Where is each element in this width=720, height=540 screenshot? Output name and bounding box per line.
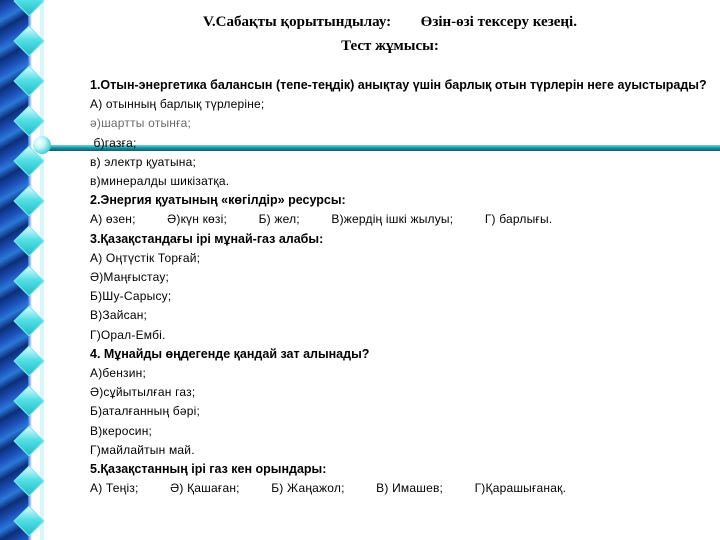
answer-1d: в) электр қуатына; [90,154,197,169]
answer-1a: А) отынның барлық түрлеріне; [90,97,265,112]
ribbon-diamond-icon [13,25,44,56]
answer-1c: б)газға; [90,135,137,150]
answer-2d: В)жердің ішкі жылуы; [331,212,454,227]
answer-5c: Б) Жаңажол; [271,481,345,496]
question-1: 1.Отын-энергетика балансын (тепе-теңдік) анықтау үшін барлық отын түрлерін неге ауыстырады? [90,78,707,92]
answer-2c: Б) жел; [258,212,300,227]
ribbon-diamond-icon [13,305,44,336]
answer-1b: ә)шартты отынға; [90,116,192,131]
answer-3b: Ә)Маңғыстау; [90,270,170,285]
ribbon-diamond-icon [13,385,44,416]
ribbon-diamond-icon [13,225,44,256]
answer-3c: Б)Шу-Сарысу; [90,289,172,304]
ribbon-diamond-icon [13,0,44,17]
answer-3d: В)Зайсан; [90,308,148,323]
answer-1e: в)минералды шикізатқа. [90,174,230,189]
answer-4c: Б)аталғанның бәрі; [90,404,201,419]
answer-2b: Ә)күн көзі; [167,212,228,227]
answer-4e: Г)майлайтын май. [90,442,195,457]
answer-3e: Г)Орал-Ембі. [90,327,166,342]
question-3: 3.Қазақстандағы ірі мұнай-газ алабы: [90,231,324,246]
answer-4a: А)бензин; [90,366,147,381]
stage-title: Өзін-өзі тексеру кезеңі. [420,14,577,30]
decorative-ribbon [0,0,60,540]
question-5: 5.Қазақстанның ірі газ кен орындары: [90,462,327,477]
ribbon-diamond-icon [13,505,44,536]
ribbon-diamond-icon [13,105,44,136]
answer-4b: Ә)сұйытылған газ; [90,385,196,400]
question-2: 2.Энергия қуатының «көгілдір» ресурсы: [90,193,346,208]
bullet-ball-icon [33,136,51,154]
answer-row-5 [90,479,710,498]
answer-2a: А) өзен; [90,212,136,227]
test-content [90,76,710,498]
ribbon-diamond-icon [13,185,44,216]
slide-title [60,10,720,58]
ribbon-diamonds [18,0,48,540]
ribbon-diamond-icon [13,265,44,296]
ribbon-diamond-icon [13,345,44,376]
answer-5b: Ә) Қашаған; [170,481,240,496]
section-title: V.Сабақты қорытындылау: [203,14,392,30]
question-4: 4. Мұнайды өңдегенде қандай зат алынады? [90,346,370,361]
ribbon-diamond-icon [13,465,44,496]
answer-5a: А) Теңіз; [90,481,139,496]
title-line-2: Тест жұмысы: [341,38,439,54]
answer-row-2 [90,210,710,229]
answer-4d: В)керосин; [90,423,153,438]
ribbon-diamond-icon [13,65,44,96]
ribbon-diamond-icon [13,425,44,456]
title-line-1 [60,10,720,34]
answer-5d: В) Имашев; [376,481,444,496]
answer-3a: А) Оңтүстік Торғай; [90,250,201,265]
answer-5e: Г)Қарашығанақ. [474,481,567,496]
answer-2e: Г) барлығы. [484,212,553,227]
